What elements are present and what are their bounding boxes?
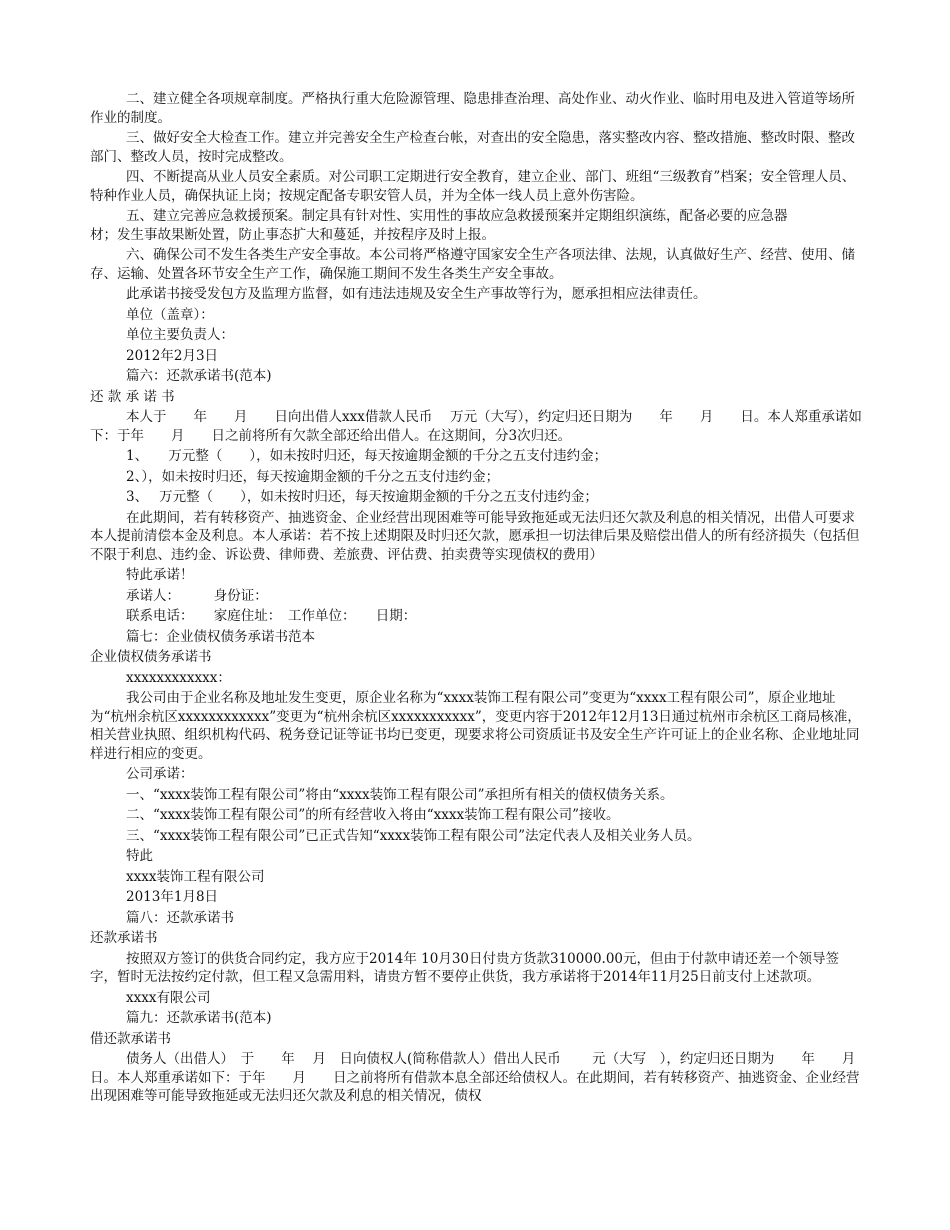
paragraph: xxxxxxxxxxxx： bbox=[126, 669, 231, 686]
paragraph: 二、建立健全各项规章制度。严格执行重大危险源管理、隐患排查治理、高处作业、动火作业、临时用电及进入管道等场所作业的制度。 bbox=[90, 91, 855, 126]
paragraph: 篇六：还款承诺书(范本) bbox=[126, 368, 272, 384]
paragraph: 特此 bbox=[126, 848, 153, 864]
section-title: 还款承诺书 bbox=[90, 930, 158, 946]
paragraph: 三、“xxxx装饰工程有限公司”已正式告知“xxxx装饰工程有限公司”法定代表人及相关业务人员。 bbox=[126, 827, 701, 844]
paragraph: 篇九：还款承诺书(范本) bbox=[126, 1010, 272, 1026]
paragraph: 篇七：企业债权债务承诺书范本 bbox=[126, 628, 315, 645]
paragraph: 二、“xxxx装饰工程有限公司”的所有经营收入将由“xxxx装饰工程有限公司”接收。 bbox=[126, 807, 620, 823]
paragraph: 三、做好安全大检查工作。建立并完善安全生产检查台帐，对查出的安全隐患，落实整改内容、整改措施、整改时限、整改部门、整改人员，按时完成整改。 bbox=[90, 130, 855, 165]
paragraph: 我公司由于企业名称及地址发生变更，原企业名称为“xxxx装饰工程有限公司”变更为“xxxx工程有限公司”，原企业地址为“杭州余杭区xxxxxxxxxxxx”变更为“杭州余杭区xxxxxxxxxxx”，变更内容于2012年12月13日通过杭州市余杭区工商局核准，相关营业执照、组织机构代码、税务登记证等证书均已变更，现要求将公司资质证书及安全生产许可证上的企业名称、企业地址同样进行相应的变更。 bbox=[90, 690, 861, 762]
paragraph: 债务人（出借人） 于 年 月 日向债权人(简称借款人）借出人民币 元（大写 ），约定归还日期为 年 月 日。本人郑重承诺如下：于年 月 日之前将所有借款本息全部还给债权人。在此期间，若有转移资产、抽逃资金、企业经营出现困难等可能导致拖延或无法归还欠款及利息的相关情况，债权 bbox=[90, 1051, 883, 1104]
paragraph: 联系电话： 家庭住址： 工作单位： 日期： bbox=[126, 608, 417, 624]
paragraph: 特此承诺！ bbox=[126, 567, 194, 583]
paragraph: 在此期间，若有转移资产、抽逃资金、企业经营出现困难等可能导致拖延或无法归还欠款及利息的相关情况，出借人可要求本人提前清偿本金及利息。本人承诺：若不按上述期限及时归还欠款，愿承担一切法律后果及赔偿出借人的所有经济损失（包括但不限于利息、违约金、诉讼费、律师费、差旅费、评估费、拍卖费等实现债权的费用） bbox=[90, 509, 860, 563]
section-title: 还 款 承 诺 书 bbox=[90, 388, 175, 405]
paragraph: 一、“xxxx装饰工程有限公司”将由“xxxx装饰工程有限公司”承担所有相关的债权债务关系。 bbox=[126, 786, 674, 803]
paragraph: 篇八：还款承诺书 bbox=[126, 909, 234, 926]
paragraph: 单位（盖章）： bbox=[126, 306, 214, 323]
paragraph: 按照双方签订的供货合同约定，我方应于2014年 10月30日付贵方货款310000.00元，但由于付款申请还差一个领导签字，暂时无法按约定付款，但工程又急需用料，请贵方暂不要停止供货，我方承诺将于2014年11月25日前支付上述款项。 bbox=[90, 950, 840, 985]
paragraph: 2013年1月8日 bbox=[126, 889, 219, 905]
section-title: 企业债权债务承诺书 bbox=[90, 649, 212, 665]
paragraph: 四、不断提高从业人员安全素质。对公司职工定期进行安全教育，建立企业、部门、班组“三级教育”档案；安全管理人员、特种作业人员，确保执证上岗；按规定配备专职安管人员，并为全体一线人员上意外伤害险。 bbox=[90, 169, 856, 204]
paragraph: 本人于 年 月 日向出借人xxx借款人民币 万元（大写），约定归还日期为 年 月 日。本人郑重承诺如下：于年 月 日之前将所有欠款全部还给出借人。在这期间，分3次归还。 bbox=[90, 409, 862, 444]
paragraph: xxxx有限公司 bbox=[126, 989, 211, 1006]
paragraph: 承诺人： 身份证： bbox=[126, 587, 268, 604]
paragraph: 公司承诺： bbox=[126, 766, 194, 782]
paragraph: 五、建立完善应急救援预案。制定具有针对性、实用性的事故应急救援预案并定期组织演练，配备必要的应急器 材；发生事故果断处置，防止事态扩大和蔓延，并按程序及时上报。 bbox=[90, 208, 788, 243]
paragraph: xxxx装饰工程有限公司 bbox=[126, 868, 265, 885]
paragraph: 单位主要负责人： bbox=[126, 327, 234, 343]
document-body bbox=[90, 90, 883, 1108]
paragraph: 2、），如未按时归还，每天按逾期金额的千分之五支付违约金； bbox=[126, 468, 500, 485]
paragraph: 六、确保公司不发生各类生产安全事故。本公司将严格遵守国家安全生产各项法律、法规，认真做好生产、经营、使用、储存、运输、处置各环节安全生产工作，确保施工期间不发生各类生产安全事故。 bbox=[90, 247, 855, 282]
paragraph: 此承诺书接受发包方及监理方监督，如有违法违规及安全生产事故等行为，愿承担相应法律责任。 bbox=[126, 286, 707, 302]
paragraph: 2012年2月3日 bbox=[126, 347, 219, 364]
section-title: 借还款承诺书 bbox=[90, 1030, 171, 1047]
paragraph: 1、 万元整（ ），如未按时归还，每天按逾期金额的千分之五支付违约金； bbox=[126, 448, 608, 464]
paragraph: 3、 万元整（ ），如未按时归还，每天按逾期金额的千分之五支付违约金； bbox=[126, 489, 598, 505]
